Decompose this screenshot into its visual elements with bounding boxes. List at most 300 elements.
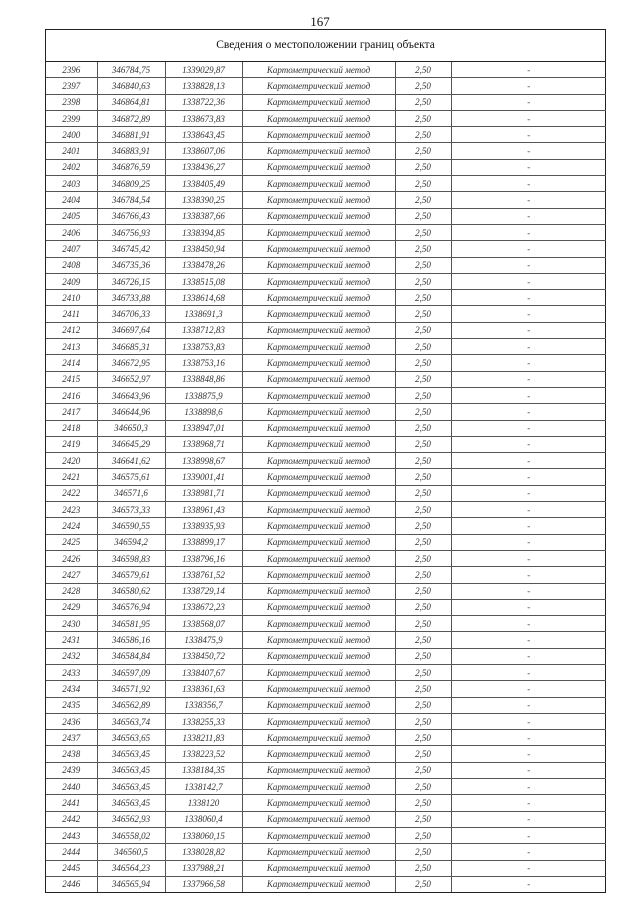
accuracy-cell: 2,50 (395, 143, 451, 159)
x-coordinate-cell: 346560,5 (97, 844, 165, 860)
determination-method-cell: Картометрический метод (242, 844, 395, 860)
extra-info-cell: - (451, 143, 606, 159)
extra-info-cell: - (451, 648, 606, 664)
determination-method-cell: Картометрический метод (242, 762, 395, 778)
table-row (46, 485, 606, 501)
table-row (46, 224, 606, 240)
accuracy-cell: 2,50 (395, 583, 451, 599)
determination-method-cell: Картометрический метод (242, 811, 395, 827)
determination-method-cell: Картометрический метод (242, 110, 395, 126)
table-row (46, 550, 606, 566)
extra-info-cell: - (451, 78, 606, 94)
point-number-cell: 2438 (46, 746, 97, 762)
y-coordinate-cell: 1338450,94 (165, 241, 242, 257)
extra-info-cell: - (451, 371, 606, 387)
point-number-cell: 2446 (46, 876, 97, 892)
determination-method-cell: Картометрический метод (242, 192, 395, 208)
accuracy-cell: 2,50 (395, 339, 451, 355)
accuracy-cell: 2,50 (395, 632, 451, 648)
x-coordinate-cell: 346644,96 (97, 404, 165, 420)
boundary-table-frame (45, 29, 606, 893)
extra-info-cell: - (451, 534, 606, 550)
y-coordinate-cell: 1338568,07 (165, 616, 242, 632)
point-number-cell: 2404 (46, 192, 97, 208)
accuracy-cell: 2,50 (395, 811, 451, 827)
accuracy-cell: 2,50 (395, 208, 451, 224)
accuracy-cell: 2,50 (395, 844, 451, 860)
x-coordinate-cell: 346881,91 (97, 127, 165, 143)
extra-info-cell: - (451, 730, 606, 746)
x-coordinate-cell: 346565,94 (97, 876, 165, 892)
y-coordinate-cell: 1338607,06 (165, 143, 242, 159)
extra-info-cell: - (451, 436, 606, 452)
extra-info-cell: - (451, 127, 606, 143)
extra-info-cell: - (451, 518, 606, 534)
extra-info-cell: - (451, 62, 606, 78)
y-coordinate-cell: 1337966,58 (165, 876, 242, 892)
point-number-cell: 2432 (46, 648, 97, 664)
accuracy-cell: 2,50 (395, 860, 451, 876)
extra-info-cell: - (527, 879, 531, 890)
accuracy-cell: 2,50 (395, 599, 451, 615)
extra-info-cell: - (451, 779, 606, 795)
x-coordinate-cell: 346733,88 (97, 290, 165, 306)
x-coordinate-cell: 346571,92 (97, 681, 165, 697)
point-number-cell: 2416 (46, 387, 97, 403)
determination-method-cell: Картометрический метод (242, 827, 395, 843)
determination-method-cell: Картометрический метод (242, 567, 395, 583)
x-coordinate-cell: 346784,54 (97, 192, 165, 208)
extra-info-cell: - (451, 322, 606, 338)
table-row (46, 681, 606, 697)
accuracy-cell: 2,50 (395, 550, 451, 566)
y-coordinate-cell: 1338753,83 (165, 339, 242, 355)
determination-method-cell: Картометрический метод (242, 62, 395, 78)
table-row (46, 306, 606, 322)
extra-info-cell: - (451, 469, 606, 485)
determination-method-cell: Картометрический метод (242, 387, 395, 403)
extra-info-cell: - (451, 273, 606, 289)
table-row (46, 502, 606, 518)
determination-method-cell: Картометрический метод (242, 420, 395, 436)
table-row (46, 420, 606, 436)
y-coordinate-cell: 1338394,85 (165, 224, 242, 240)
y-coordinate-cell: 1338673,83 (165, 110, 242, 126)
x-coordinate-cell: 346766,43 (97, 208, 165, 224)
table-row (46, 453, 606, 469)
table-row (46, 713, 606, 729)
accuracy-cell: 2,50 (395, 827, 451, 843)
point-number-cell: 2402 (46, 159, 97, 175)
extra-info-cell: - (451, 110, 606, 126)
point-number-cell: 2412 (46, 322, 97, 338)
extra-info-cell: - (451, 387, 606, 403)
y-coordinate-cell: 1338998,67 (165, 453, 242, 469)
point-number-cell: 2443 (46, 827, 97, 843)
determination-method-cell: Картометрический метод (242, 860, 395, 876)
accuracy-cell: 2,50 (395, 664, 451, 680)
extra-info-cell: - (451, 502, 606, 518)
x-coordinate-cell: 346883,91 (97, 143, 165, 159)
extra-info-cell: - (451, 762, 606, 778)
x-coordinate-cell: 346586,16 (97, 632, 165, 648)
y-coordinate-cell: 1338848,86 (165, 371, 242, 387)
x-coordinate-cell: 346563,45 (97, 746, 165, 762)
table-row (46, 534, 606, 550)
accuracy-cell: 2,50 (395, 453, 451, 469)
extra-info-cell: - (451, 697, 606, 713)
y-coordinate-cell: 1338935,93 (165, 518, 242, 534)
accuracy-cell: 2,50 (395, 795, 451, 811)
x-coordinate-cell: 346840,63 (97, 78, 165, 94)
x-coordinate-cell: 346598,83 (97, 550, 165, 566)
point-number-cell: 2431 (46, 632, 97, 648)
point-number-cell: 2399 (46, 110, 97, 126)
extra-info-cell: - (451, 306, 606, 322)
x-coordinate-cell: 346872,89 (97, 110, 165, 126)
determination-method-cell: Картометрический метод (242, 355, 395, 371)
x-coordinate-cell: 346563,45 (97, 795, 165, 811)
x-coordinate-cell: 346735,36 (97, 257, 165, 273)
table-row (46, 697, 606, 713)
y-coordinate-cell: 1338436,27 (165, 159, 242, 175)
determination-method-cell: Картометрический метод (242, 746, 395, 762)
table-row (46, 632, 606, 648)
accuracy-cell: 2,50 (395, 616, 451, 632)
y-coordinate-cell: 1338184,35 (165, 762, 242, 778)
y-coordinate-cell: 1338255,33 (165, 713, 242, 729)
determination-method-cell: Картометрический метод (242, 322, 395, 338)
point-number-cell: 2442 (46, 811, 97, 827)
determination-method-cell: Картометрический метод (242, 469, 395, 485)
x-coordinate-cell: 346726,15 (97, 273, 165, 289)
accuracy-cell: 2,50 (395, 648, 451, 664)
extra-info-cell: - (451, 453, 606, 469)
determination-method-cell: Картометрический метод (242, 534, 395, 550)
x-coordinate-cell: 346597,09 (97, 664, 165, 680)
x-coordinate-cell: 346672,95 (97, 355, 165, 371)
table-row (46, 827, 606, 843)
accuracy-cell: 2,50 (395, 127, 451, 143)
y-coordinate-cell: 1338722,36 (165, 94, 242, 110)
accuracy-cell: 2,50 (395, 273, 451, 289)
y-coordinate-cell: 1338407,67 (165, 664, 242, 680)
y-coordinate-cell: 1338361,63 (165, 681, 242, 697)
accuracy-cell: 2,50 (395, 681, 451, 697)
y-coordinate-cell: 1338796,16 (165, 550, 242, 566)
point-number-cell: 2400 (46, 127, 97, 143)
extra-info-cell: - (451, 208, 606, 224)
y-coordinate-cell: 1339001,41 (165, 469, 242, 485)
table-row (46, 192, 606, 208)
extra-info-cell: - (451, 192, 606, 208)
determination-method-cell: Картометрический метод (242, 78, 395, 94)
table-row (46, 599, 606, 615)
accuracy-cell: 2,50 (395, 730, 451, 746)
x-coordinate-cell: 346697,64 (97, 322, 165, 338)
extra-info-cell: - (451, 339, 606, 355)
extra-info-cell: - (451, 94, 606, 110)
determination-method-cell: Картометрический метод (242, 485, 395, 501)
point-number-cell: 2428 (46, 583, 97, 599)
determination-method-cell: Картометрический метод (242, 697, 395, 713)
x-coordinate-cell: 346652,97 (97, 371, 165, 387)
table-row (46, 241, 606, 257)
table-row (46, 127, 606, 143)
table-row (46, 208, 606, 224)
x-coordinate-cell: 346876,59 (97, 159, 165, 175)
determination-method-cell: Картометрический метод (242, 453, 395, 469)
point-number-cell: 2421 (46, 469, 97, 485)
table-row (46, 746, 606, 762)
x-coordinate-cell: 346864,81 (97, 94, 165, 110)
determination-method-cell: Картометрический метод (242, 681, 395, 697)
y-coordinate-cell: 1338211,83 (165, 730, 242, 746)
boundary-points-table (46, 62, 606, 892)
table-body (46, 62, 606, 892)
point-number-cell: 2415 (46, 371, 97, 387)
accuracy-cell: 2,50 (395, 159, 451, 175)
point-number-cell: 2418 (46, 420, 97, 436)
x-coordinate-cell: 346562,89 (97, 697, 165, 713)
extra-info-cell: - (451, 224, 606, 240)
determination-method-cell: Картометрический метод (242, 159, 395, 175)
point-number-cell: 2405 (46, 208, 97, 224)
determination-method-cell: Картометрический метод (242, 176, 395, 192)
x-coordinate-cell: 346685,31 (97, 339, 165, 355)
table-row (46, 795, 606, 811)
y-coordinate-cell: 1338712,83 (165, 322, 242, 338)
accuracy-cell: 2,50 (395, 779, 451, 795)
table-row (46, 404, 606, 420)
accuracy-cell: 2,50 (395, 420, 451, 436)
determination-method-cell: Картометрический метод (242, 208, 395, 224)
determination-method-cell: Картометрический метод (242, 616, 395, 632)
y-coordinate-cell: 1338405,49 (165, 176, 242, 192)
table-row (46, 811, 606, 827)
table-row (46, 469, 606, 485)
point-number-cell: 2403 (46, 176, 97, 192)
table-row (46, 616, 606, 632)
x-coordinate-cell: 346573,33 (97, 502, 165, 518)
y-coordinate-cell: 1338142,7 (165, 779, 242, 795)
extra-info-cell: - (451, 290, 606, 306)
determination-method-cell: Картометрический метод (242, 648, 395, 664)
extra-info-cell: - (451, 632, 606, 648)
extra-info-cell: - (451, 550, 606, 566)
y-coordinate-cell: 1338356,7 (165, 697, 242, 713)
point-number-cell: 2424 (46, 518, 97, 534)
x-coordinate-cell: 346579,61 (97, 567, 165, 583)
point-number-cell: 2420 (46, 453, 97, 469)
extra-info-cell: - (451, 795, 606, 811)
accuracy-cell: 2,50 (395, 290, 451, 306)
y-coordinate-cell: 1338947,01 (165, 420, 242, 436)
point-number-cell: 2397 (46, 78, 97, 94)
y-coordinate-cell: 1338223,52 (165, 746, 242, 762)
x-coordinate-cell: 346575,61 (97, 469, 165, 485)
point-number-cell: 2433 (46, 664, 97, 680)
table-row (46, 730, 606, 746)
accuracy-cell: 2,50 (395, 876, 451, 892)
point-number-cell: 2398 (46, 94, 97, 110)
accuracy-cell: 2,50 (395, 62, 451, 78)
extra-info-cell: - (451, 616, 606, 632)
determination-method-cell: Картометрический метод (242, 518, 395, 534)
x-coordinate-cell: 346563,45 (97, 762, 165, 778)
determination-method-cell: Картометрический метод (242, 404, 395, 420)
y-coordinate-cell: 1338120 (165, 795, 242, 811)
table-row (46, 94, 606, 110)
accuracy-cell: 2,50 (395, 713, 451, 729)
point-number-cell: 2427 (46, 567, 97, 583)
table-row (46, 860, 606, 876)
accuracy-cell: 2,50 (395, 697, 451, 713)
accuracy-cell: 2,50 (395, 746, 451, 762)
determination-method-cell: Картометрический метод (242, 583, 395, 599)
x-coordinate-cell: 346563,65 (97, 730, 165, 746)
x-coordinate-cell: 346594,2 (97, 534, 165, 550)
y-coordinate-cell: 1338390,25 (165, 192, 242, 208)
point-number-cell: 2434 (46, 681, 97, 697)
point-number-cell: 2429 (46, 599, 97, 615)
accuracy-cell: 2,50 (395, 306, 451, 322)
accuracy-cell: 2,50 (395, 78, 451, 94)
x-coordinate-cell: 346641,62 (97, 453, 165, 469)
x-coordinate-cell: 346571,6 (97, 485, 165, 501)
extra-info-cell: - (451, 844, 606, 860)
y-coordinate-cell: 1338387,66 (165, 208, 242, 224)
point-number-cell: 2410 (46, 290, 97, 306)
point-number-cell: 2409 (46, 273, 97, 289)
extra-info-cell: - (451, 583, 606, 599)
point-number-cell: 2413 (46, 339, 97, 355)
determination-method-cell: Картометрический метод (242, 273, 395, 289)
accuracy-cell: 2,50 (395, 567, 451, 583)
table-row (46, 290, 606, 306)
y-coordinate-cell: 1338898,6 (165, 404, 242, 420)
table-row (46, 143, 606, 159)
accuracy-cell: 2,50 (395, 469, 451, 485)
table-row (46, 664, 606, 680)
determination-method-cell: Картометрический метод (242, 224, 395, 240)
extra-info-cell: - (451, 599, 606, 615)
table-row (46, 176, 606, 192)
accuracy-cell: 2,50 (395, 192, 451, 208)
y-coordinate-cell: 1338060,15 (165, 827, 242, 843)
x-coordinate-cell: 346756,93 (97, 224, 165, 240)
point-number-cell: 2422 (46, 485, 97, 501)
point-number-cell: 2436 (46, 713, 97, 729)
table-row (46, 518, 606, 534)
table-row (46, 62, 606, 78)
y-coordinate-cell: 1338961,43 (165, 502, 242, 518)
point-number-cell: 2406 (46, 224, 97, 240)
y-coordinate-cell: 1338968,71 (165, 436, 242, 452)
x-coordinate-cell: 346584,84 (97, 648, 165, 664)
x-coordinate-cell: 346564,23 (97, 860, 165, 876)
x-coordinate-cell: 346563,74 (97, 713, 165, 729)
x-coordinate-cell: 346809,25 (97, 176, 165, 192)
page-number: 167 (310, 14, 330, 29)
x-coordinate-cell: 346576,94 (97, 599, 165, 615)
determination-method-cell: Картометрический метод (242, 599, 395, 615)
determination-method-cell: Картометрический метод (242, 257, 395, 273)
y-coordinate-cell: 1338828,13 (165, 78, 242, 94)
x-coordinate-cell: 346562,93 (97, 811, 165, 827)
accuracy-cell: 2,50 (395, 110, 451, 126)
point-number-cell: 2419 (46, 436, 97, 452)
accuracy-cell: 2,50 (395, 502, 451, 518)
point-number-cell: 2439 (46, 762, 97, 778)
table-row (46, 648, 606, 664)
accuracy-cell: 2,50 (395, 322, 451, 338)
x-coordinate-cell: 346645,29 (97, 436, 165, 452)
determination-method-cell: Картометрический метод (242, 550, 395, 566)
x-coordinate-cell: 346643,96 (97, 387, 165, 403)
x-coordinate-cell: 346581,95 (97, 616, 165, 632)
determination-method-cell: Картометрический метод (242, 502, 395, 518)
table-row (46, 583, 606, 599)
determination-method-cell: Картометрический метод (242, 664, 395, 680)
table-row (46, 779, 606, 795)
point-number-cell: 2423 (46, 502, 97, 518)
accuracy-cell: 2,50 (395, 241, 451, 257)
accuracy-cell: 2,50 (395, 436, 451, 452)
y-coordinate-cell: 1338672,23 (165, 599, 242, 615)
x-coordinate-cell: 346650,3 (97, 420, 165, 436)
extra-info-cell: - (451, 567, 606, 583)
x-coordinate-cell: 346706,33 (97, 306, 165, 322)
y-coordinate-cell: 1338729,14 (165, 583, 242, 599)
point-number-cell: 2408 (46, 257, 97, 273)
y-coordinate-cell: 1338614,68 (165, 290, 242, 306)
accuracy-cell: 2,50 (395, 371, 451, 387)
determination-method-cell: Картометрический метод (242, 143, 395, 159)
x-coordinate-cell: 346558,02 (97, 827, 165, 843)
x-coordinate-cell: 346580,62 (97, 583, 165, 599)
y-coordinate-cell: 1338691,3 (165, 306, 242, 322)
point-number-cell: 2426 (46, 550, 97, 566)
x-coordinate-cell: 346745,42 (97, 241, 165, 257)
extra-info-cell: - (451, 485, 606, 501)
point-number-cell: 2411 (46, 306, 97, 322)
y-coordinate-cell: 1338875,9 (165, 387, 242, 403)
table-row (46, 436, 606, 452)
y-coordinate-cell: 1337988,21 (165, 860, 242, 876)
y-coordinate-cell: 1338753,16 (165, 355, 242, 371)
point-number-cell: 2425 (46, 534, 97, 550)
accuracy-cell: 2,50 (395, 518, 451, 534)
accuracy-cell: 2,50 (395, 257, 451, 273)
table-row (46, 371, 606, 387)
table-row (46, 567, 606, 583)
point-number-cell: 2444 (46, 844, 97, 860)
point-number-cell: 2417 (46, 404, 97, 420)
accuracy-cell: 2,50 (395, 762, 451, 778)
extra-info-cell: - (451, 241, 606, 257)
table-row (46, 762, 606, 778)
determination-method-cell: Картометрический метод (242, 94, 395, 110)
extra-info-cell: - (451, 681, 606, 697)
determination-method-cell: Картометрический метод (242, 371, 395, 387)
point-number-cell: 2441 (46, 795, 97, 811)
point-number-cell: 2407 (46, 241, 97, 257)
y-coordinate-cell: 1338478,26 (165, 257, 242, 273)
accuracy-cell: 2,50 (395, 94, 451, 110)
determination-method-cell: Картометрический метод (242, 632, 395, 648)
determination-method-cell: Картометрический метод (242, 713, 395, 729)
